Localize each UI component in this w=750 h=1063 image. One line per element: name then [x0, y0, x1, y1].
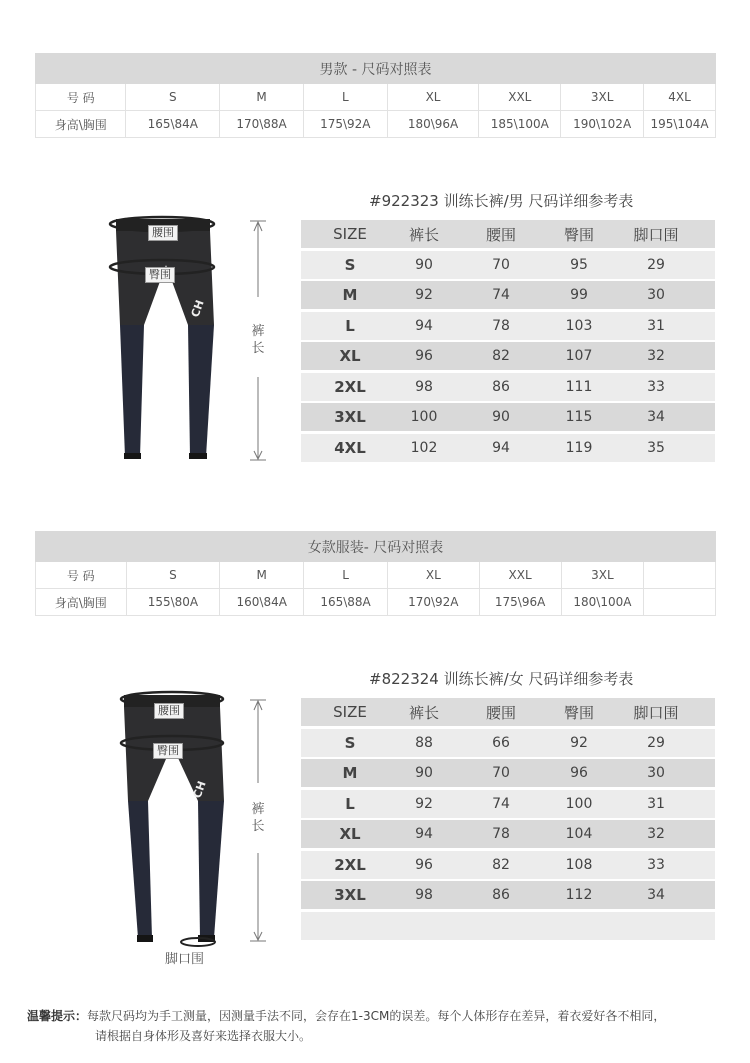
table-cell: 175\96A: [479, 589, 561, 616]
header-cell: 裤长: [408, 225, 440, 244]
men-ref-title: 男款 - 尺码对照表: [36, 54, 716, 84]
table-cell: 74: [492, 287, 510, 303]
table-cell: 170\88A: [220, 111, 304, 138]
table-cell: 90: [492, 409, 510, 425]
table-cell: 33: [647, 378, 665, 395]
men-size-reference-table: [35, 53, 716, 138]
women-ref-title: 女款服装- 尺码对照表: [36, 532, 716, 562]
table-cell: L: [303, 84, 387, 111]
header-cell: 腰围: [485, 225, 517, 244]
table-cell: 165\88A: [304, 589, 388, 616]
table-row: [301, 851, 715, 879]
table-row: [301, 373, 715, 401]
table-cell: S: [126, 562, 220, 589]
table-cell: 96: [415, 856, 433, 873]
cuff-label: 脚口围: [165, 952, 205, 967]
table-cell: M: [342, 286, 358, 304]
table-cell: 92: [415, 287, 433, 303]
women-detail-table: [301, 698, 715, 942]
table-header-row: [301, 698, 715, 726]
table-cell: 3XL: [561, 562, 644, 589]
table-cell: 190\102A: [561, 111, 644, 138]
table-cell: 30: [647, 765, 665, 781]
table-cell: 88: [415, 734, 433, 751]
table-cell: 111: [565, 378, 593, 395]
table-cell: L: [345, 794, 355, 813]
disclaimer-line-1: 每款尺码均为手工测量，因测量手法不同，会存在1-3CM的误差。每个人体形存在差异，着衣爱好各不相同，: [87, 1009, 666, 1023]
women-detail-title: #822324 训练长裤/女 尺码详细参考表: [369, 670, 634, 688]
header-cell: 裤长: [408, 703, 440, 722]
table-cell: L: [304, 562, 388, 589]
table-cell: 165\84A: [126, 111, 220, 138]
table-cell: 86: [492, 378, 510, 395]
table-cell: 34: [647, 887, 665, 903]
table-cell: 74: [492, 795, 510, 812]
length-label: 裤长: [251, 802, 265, 834]
table-row: [301, 251, 715, 279]
table-cell: 96: [415, 348, 433, 364]
table-cell: 98: [415, 887, 433, 903]
garment-print-text: CH: [188, 298, 207, 320]
women-pants-illustration: [110, 683, 280, 973]
table-cell: 92: [570, 734, 588, 751]
table-cell: 107: [565, 348, 593, 364]
waist-label: 腰围: [154, 703, 184, 719]
table-cell: [644, 562, 716, 589]
row-label: 身高\胸围: [36, 111, 126, 138]
table-cell: 86: [492, 887, 510, 903]
table-row: [301, 342, 715, 370]
table-cell: 3XL: [561, 84, 644, 111]
table-cell: 29: [647, 734, 665, 751]
table-cell: 99: [570, 287, 588, 303]
row-label: 号 码: [36, 562, 127, 589]
table-cell: 66: [492, 734, 510, 751]
garment-print-text: CH: [190, 779, 209, 801]
table-cell: 31: [647, 795, 665, 812]
table-cell: XL: [387, 562, 479, 589]
men-ref-measure-row: [36, 111, 716, 138]
table-cell: 103: [565, 317, 593, 334]
table-cell: 94: [415, 826, 433, 842]
header-cell: SIZE: [333, 225, 367, 243]
table-cell: 175\92A: [303, 111, 387, 138]
table-cell: 30: [647, 287, 665, 303]
table-cell: [644, 589, 716, 616]
table-cell: 35: [647, 439, 665, 456]
table-cell: 170\92A: [387, 589, 479, 616]
table-cell: 70: [492, 765, 510, 781]
table-cell: S: [344, 255, 356, 274]
men-pants-illustration: [100, 205, 280, 470]
table-cell: 112: [565, 887, 593, 903]
women-size-reference-table: [35, 531, 716, 616]
disclaimer-label: 温馨提示：: [27, 1009, 88, 1023]
table-cell: 95: [570, 256, 588, 273]
table-cell: 34: [647, 409, 665, 425]
table-cell: M: [342, 764, 358, 782]
table-cell: 155\80A: [126, 589, 220, 616]
table-row: [301, 312, 715, 340]
table-cell: 100: [565, 795, 593, 812]
table-cell: 3XL: [334, 886, 366, 904]
table-cell: 2XL: [334, 377, 366, 396]
header-cell: 脚口围: [633, 225, 679, 244]
table-cell: L: [345, 316, 355, 335]
table-cell: XL: [387, 84, 479, 111]
table-row: [301, 729, 715, 757]
table-cell: 94: [415, 317, 433, 334]
men-ref-size-row: [36, 84, 716, 111]
table-cell: 195\104A: [644, 111, 716, 138]
header-cell: 臀围: [563, 225, 595, 244]
header-cell: 脚口围: [633, 703, 679, 722]
hip-label: 臀围: [145, 267, 175, 283]
table-row-empty: [301, 912, 715, 940]
table-cell: 104: [565, 826, 593, 842]
table-row: [301, 759, 715, 787]
table-cell: 2XL: [334, 855, 366, 874]
men-detail-title: #922323 训练长裤/男 尺码详细参考表: [369, 192, 634, 210]
table-cell: 82: [492, 348, 510, 364]
table-cell: 180\96A: [387, 111, 479, 138]
table-cell: 4XL: [644, 84, 716, 111]
table-row: [301, 820, 715, 848]
table-cell: 70: [492, 256, 510, 273]
table-cell: 82: [492, 856, 510, 873]
table-row: [301, 881, 715, 909]
table-cell: 160\84A: [220, 589, 304, 616]
men-detail-table: [301, 220, 715, 464]
table-cell: 32: [647, 348, 665, 364]
table-cell: 33: [647, 856, 665, 873]
table-cell: 180\100A: [561, 589, 644, 616]
table-cell: 115: [565, 409, 593, 425]
table-cell: S: [344, 733, 356, 752]
table-cell: XL: [339, 347, 361, 365]
table-row: [301, 790, 715, 818]
table-cell: 102: [410, 439, 438, 456]
women-ref-size-row: [36, 562, 716, 589]
waist-label: 腰围: [148, 225, 178, 241]
table-cell: 4XL: [334, 438, 366, 457]
table-cell: 94: [492, 439, 510, 456]
table-cell: M: [220, 84, 304, 111]
table-header-row: [301, 220, 715, 248]
table-row: [301, 434, 715, 462]
table-cell: 92: [415, 795, 433, 812]
header-cell: 腰围: [485, 703, 517, 722]
length-label: 裤长: [251, 324, 265, 356]
hip-label: 臀围: [153, 743, 183, 759]
row-label: 身高\胸围: [36, 589, 127, 616]
row-label: 号 码: [36, 84, 126, 111]
disclaimer-line-2: 请根据自身体形及喜好来选择衣服大小。: [95, 1029, 312, 1043]
table-row: [301, 281, 715, 309]
table-cell: 3XL: [334, 408, 366, 426]
table-cell: XL: [339, 825, 361, 843]
table-cell: 119: [565, 439, 593, 456]
table-cell: 185\100A: [479, 111, 561, 138]
table-cell: 98: [415, 378, 433, 395]
table-cell: XXL: [479, 562, 561, 589]
table-cell: 96: [570, 765, 588, 781]
table-cell: XXL: [479, 84, 561, 111]
table-cell: 100: [410, 409, 438, 425]
table-cell: 90: [415, 765, 433, 781]
table-cell: 108: [565, 856, 593, 873]
header-cell: 臀围: [563, 703, 595, 722]
table-cell: 32: [647, 826, 665, 842]
size-disclaimer: [27, 1006, 727, 1046]
table-cell: M: [220, 562, 304, 589]
table-cell: 78: [492, 317, 510, 334]
table-row: [301, 403, 715, 431]
table-cell: 78: [492, 826, 510, 842]
women-ref-measure-row: [36, 589, 716, 616]
table-cell: 90: [415, 256, 433, 273]
table-cell: 29: [647, 256, 665, 273]
table-cell: S: [126, 84, 220, 111]
table-cell: 31: [647, 317, 665, 334]
header-cell: SIZE: [333, 703, 367, 721]
